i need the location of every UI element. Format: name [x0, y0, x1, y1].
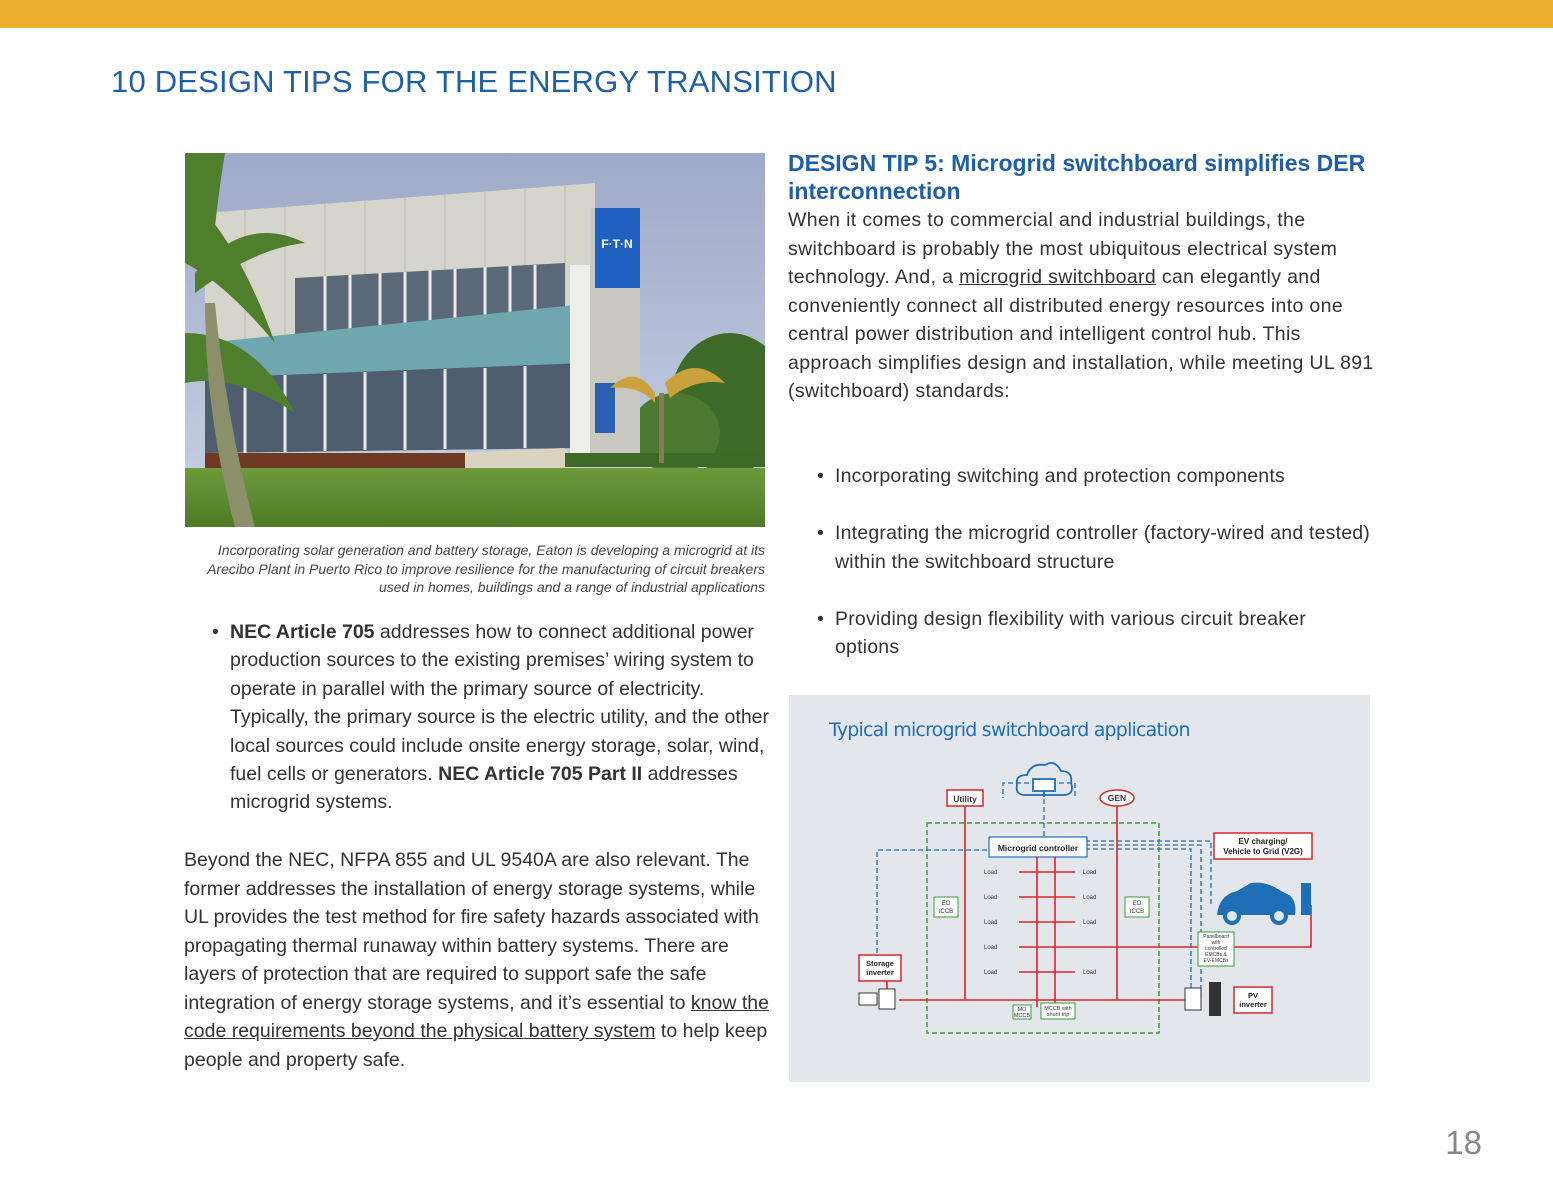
design-tip-heading: DESIGN TIP 5: Microgrid switchboard simplifies DER interconnection — [788, 150, 1366, 204]
eo-label-line1: EO — [941, 901, 951, 907]
bullet-dot: • — [212, 621, 219, 643]
inverter-icon — [879, 989, 895, 1009]
load-label: Load — [984, 870, 998, 876]
mccb-label-line1: MCCB with — [1044, 1006, 1072, 1012]
nec-705-bold: NEC Article 705 — [230, 621, 375, 643]
bullet-text: Providing design flexibility with various circuit breaker options — [835, 607, 1306, 658]
nfpa-paragraph — [184, 846, 774, 1074]
electric-car-icon — [1217, 883, 1295, 923]
document-title: 10 DESIGN TIPS FOR THE ENERGY TRANSITION — [111, 64, 837, 99]
eo-label-line1: EO — [1132, 901, 1142, 907]
panelboard-label: with — [1211, 940, 1221, 946]
nec-705-part2-text: addresses microgrid systems. — [230, 763, 738, 814]
bullet-text: Integrating the microgrid controller (factory-wired and tested) within the switchboard structure — [835, 522, 1370, 573]
gen-label: GEN — [1107, 793, 1127, 803]
tip-body-text-end: can elegantly and conveniently connect all distributed energy resources into one central power distribution and intelligent control hub. This approach simplifies design and installation, while meeting UL 891 (switchboard) standards: — [788, 266, 1374, 402]
pv-label-line2: inverter — [1239, 1000, 1267, 1009]
page-number: 18 — [1445, 1124, 1482, 1161]
bullet-dot: • — [817, 522, 825, 544]
bullet-dot: • — [817, 607, 825, 630]
solar-panel-icon — [1209, 982, 1221, 1016]
load-label: Load — [1083, 870, 1097, 876]
design-tip-body — [788, 206, 1388, 406]
battery-icon — [859, 993, 877, 1005]
list-item — [815, 462, 1375, 491]
plant-photo-illustration — [185, 153, 765, 527]
diagram-drawing — [789, 695, 1370, 1082]
list-item — [815, 605, 1375, 662]
bullet-text: Incorporating switching and protection components — [835, 465, 1285, 487]
load-label: Load — [984, 920, 998, 926]
mccb-label-line2: shunt trip — [1046, 1012, 1070, 1018]
code-requirements-link[interactable]: know the code requirements beyond the physical battery system — [184, 991, 769, 1042]
tip-bullet-list — [815, 462, 1375, 690]
panelboard-label: controlled — [1205, 946, 1227, 952]
panelboard-label: EV-EMCBs — [1203, 958, 1229, 964]
pv-label-line1: PV — [1247, 991, 1259, 1000]
load-label: Load — [984, 945, 998, 951]
tip-body-text: When it comes to commercial and industrial buildings, the switchboard is probably the most ubiquitous electrical system technology. And, a — [788, 209, 1338, 288]
eo-label-line2: ICCB — [938, 909, 954, 915]
load-label: Load — [984, 970, 998, 976]
mo-label-line1: MO — [1017, 1007, 1027, 1013]
paragraph-tail: to help keep people and property safe. — [184, 1020, 768, 1071]
storage-label-line1: Storage — [866, 959, 894, 968]
microgrid-switchboard-link[interactable]: microgrid switchboard — [959, 266, 1157, 288]
top-accent-bar — [0, 0, 1553, 28]
eaton-sign-text: F·T·N — [601, 237, 633, 251]
load-label: Load — [984, 895, 998, 901]
cloud-icon — [1017, 763, 1072, 797]
load-label: Load — [1083, 970, 1097, 976]
load-label: Load — [1083, 920, 1097, 926]
panelboard-label: EMCBs & — [1205, 952, 1227, 958]
ev-label-line2: Vehicle to Grid (V2G) — [1223, 847, 1303, 856]
panelboard-label: Panelboard — [1203, 934, 1229, 940]
list-item — [210, 618, 770, 817]
load-label: Load — [1083, 895, 1097, 901]
mo-label-line2: MCCB — [1013, 1013, 1031, 1019]
list-item — [815, 519, 1375, 576]
storage-label-line2: inverter — [866, 968, 894, 977]
microgrid-controller-label: Microgrid controller — [997, 843, 1079, 853]
diagram-title: Typical microgrid switchboard application — [829, 719, 1190, 741]
nec-705-text: addresses how to connect additional power production sources to the existing premises’ wiring system to operate in parallel with the primary source of electricity. Typically, the primary source is the electric utility, and the other local sources could include onsite energy storage, solar, wind, fuel cells or generators. — [230, 621, 770, 786]
nec-bullet-list — [210, 618, 770, 817]
photo-caption: Incorporating solar generation and battery storage, Eaton is developing a microgrid at its Arecibo Plant in Puerto Rico to improve resilience for the manufacturing of circuit breakers used in homes, buildings and a range of industrial applications — [207, 542, 765, 595]
microgrid-diagram — [789, 695, 1370, 1082]
paragraph-text: Beyond the NEC, NFPA 855 and UL 9540A are also relevant. The former addresses the installation of energy storage systems, while UL provides the test method for fire safety hazards associated with propagating thermal runaway within battery systems. There are layers of protection that are required to support safe the safe integration of energy storage systems, and it’s essential to — [184, 849, 759, 1014]
utility-label: Utility — [953, 794, 977, 804]
pv-inverter-icon — [1185, 988, 1201, 1010]
nec-705-part2-bold: NEC Article 705 Part II — [438, 763, 643, 786]
bullet-dot: • — [817, 465, 825, 487]
eo-label-line2: ICCB — [1129, 909, 1145, 915]
ev-label-line1: EV charging/ — [1238, 837, 1288, 846]
plant-photo — [185, 153, 765, 527]
